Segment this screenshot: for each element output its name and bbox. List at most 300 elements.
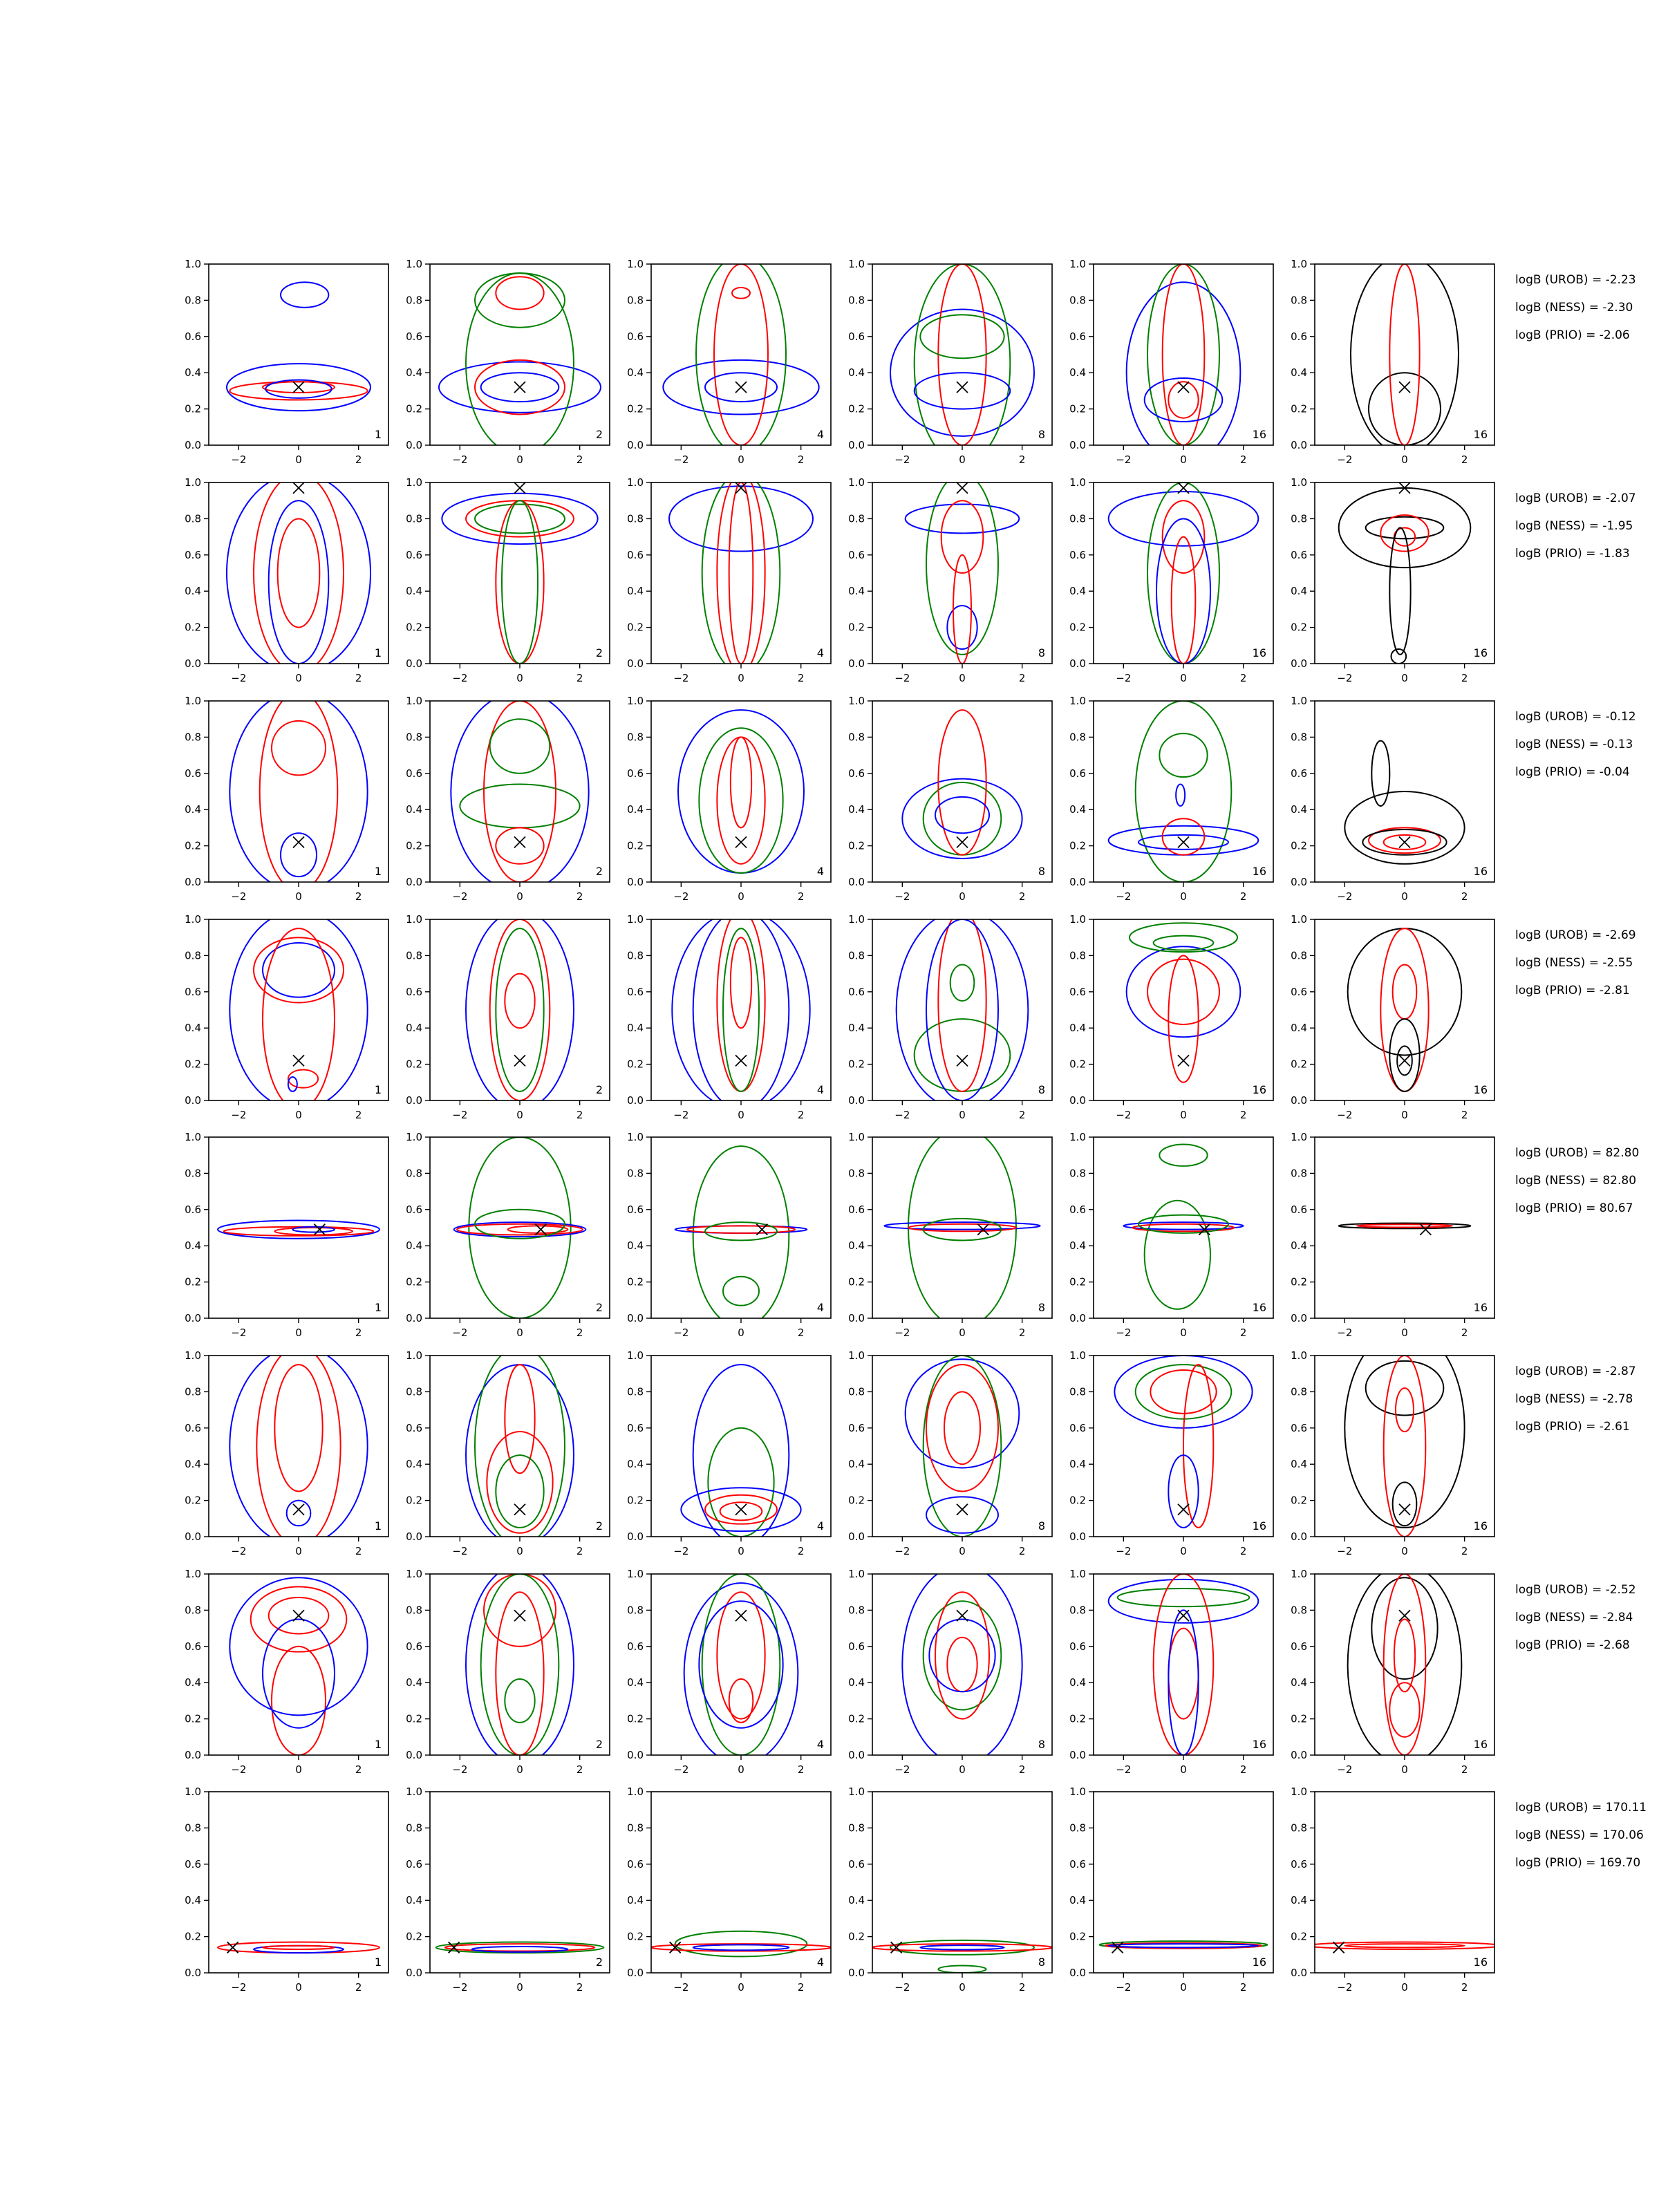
x-tick-label: 2 bbox=[1239, 1763, 1247, 1776]
y-tick-label: 0.4 bbox=[1291, 366, 1307, 379]
x-tick-label: −2 bbox=[452, 1327, 468, 1339]
y-tick-label: 0.8 bbox=[1069, 1604, 1086, 1617]
panel-r1-c4 bbox=[848, 258, 1052, 466]
y-tick-label: 1.0 bbox=[406, 1568, 422, 1580]
x-tick-label: −2 bbox=[1116, 1545, 1132, 1557]
x-tick-label: −2 bbox=[894, 453, 910, 466]
y-tick-label: 0.2 bbox=[1069, 1494, 1086, 1507]
y-tick-label: 0.4 bbox=[1069, 1458, 1086, 1471]
y-tick-label: 1.0 bbox=[848, 476, 865, 489]
x-tick-label: −2 bbox=[673, 672, 689, 684]
panel-r7-c5 bbox=[1069, 1568, 1273, 1776]
y-tick-label: 0.4 bbox=[1291, 585, 1307, 598]
panel-r1-c6 bbox=[1291, 255, 1494, 466]
panel-r2-c6 bbox=[1291, 476, 1494, 684]
y-tick-label: 0.2 bbox=[627, 839, 644, 852]
panel-count-label: 16 bbox=[1252, 428, 1266, 441]
y-tick-label: 0.0 bbox=[627, 1749, 644, 1761]
panel-r5-c2 bbox=[406, 1131, 610, 1339]
y-tick-label: 0.0 bbox=[1069, 439, 1086, 451]
y-tick-label: 0.4 bbox=[1291, 1458, 1307, 1471]
y-tick-label: 0.2 bbox=[1291, 1058, 1307, 1071]
panel-count-label: 8 bbox=[1038, 428, 1045, 441]
y-tick-label: 0.8 bbox=[627, 1167, 644, 1180]
y-tick-label: 0.2 bbox=[406, 839, 422, 852]
x-tick-label: 2 bbox=[1239, 1327, 1247, 1339]
x-tick-label: −2 bbox=[673, 1763, 689, 1776]
y-tick-label: 0.2 bbox=[627, 1058, 644, 1071]
x-tick-label: 0 bbox=[1401, 1763, 1408, 1776]
y-tick-label: 0.0 bbox=[1069, 1094, 1086, 1107]
y-tick-label: 0.4 bbox=[406, 803, 422, 816]
y-tick-label: 1.0 bbox=[185, 695, 201, 707]
x-tick-label: 2 bbox=[576, 453, 583, 466]
y-tick-label: 0.8 bbox=[848, 731, 865, 744]
x-tick-label: 2 bbox=[355, 1981, 362, 1994]
y-tick-label: 0.8 bbox=[406, 1167, 422, 1180]
panel-r6-c5 bbox=[1069, 1349, 1273, 1557]
y-tick-label: 0.6 bbox=[406, 330, 422, 343]
panel-count-label: 16 bbox=[1473, 1083, 1488, 1096]
x-tick-label: −2 bbox=[452, 453, 468, 466]
x-tick-label: 2 bbox=[1461, 1109, 1468, 1121]
y-tick-label: 1.0 bbox=[1291, 695, 1307, 707]
y-tick-label: 0.8 bbox=[406, 731, 422, 744]
y-tick-label: 0.0 bbox=[848, 1530, 865, 1543]
y-tick-label: 0.6 bbox=[627, 1640, 644, 1653]
y-tick-label: 1.0 bbox=[627, 913, 644, 926]
x-tick-label: 2 bbox=[1461, 1763, 1468, 1776]
logb-block-row-2 bbox=[1515, 491, 1636, 561]
y-tick-label: 0.2 bbox=[1069, 621, 1086, 634]
y-tick-label: 1.0 bbox=[848, 695, 865, 707]
y-tick-label: 0.2 bbox=[848, 1275, 865, 1288]
y-tick-label: 0.6 bbox=[627, 330, 644, 343]
y-tick-label: 0.0 bbox=[406, 1530, 422, 1543]
panel-r6-c4 bbox=[848, 1349, 1052, 1557]
panel-count-label: 8 bbox=[1038, 1738, 1045, 1751]
x-tick-label: 2 bbox=[797, 1763, 805, 1776]
logb-line: logB (NESS) = -2.78 bbox=[1515, 1392, 1633, 1406]
logb-line: logB (UROB) = 170.11 bbox=[1515, 1801, 1647, 1815]
y-tick-label: 0.6 bbox=[185, 1640, 201, 1653]
logb-line: logB (UROB) = -2.23 bbox=[1515, 273, 1636, 287]
y-tick-label: 0.4 bbox=[1069, 366, 1086, 379]
y-tick-label: 0.6 bbox=[1069, 767, 1086, 780]
panel-count-label: 16 bbox=[1473, 1956, 1488, 1969]
panel-count-label: 1 bbox=[374, 1738, 382, 1751]
logb-line: logB (UROB) = -0.12 bbox=[1515, 710, 1636, 724]
y-tick-label: 0.8 bbox=[627, 731, 644, 744]
y-tick-label: 0.2 bbox=[627, 1930, 644, 1943]
y-tick-label: 0.2 bbox=[406, 621, 422, 634]
panel-count-label: 8 bbox=[1038, 1519, 1045, 1533]
panel-count-label: 1 bbox=[374, 1956, 382, 1969]
x-tick-label: −2 bbox=[894, 1981, 910, 1994]
x-tick-label: 0 bbox=[1180, 1981, 1187, 1994]
panel-r5-c6 bbox=[1291, 1131, 1494, 1339]
y-tick-label: 0.6 bbox=[1291, 767, 1307, 780]
y-tick-label: 0.0 bbox=[406, 1967, 422, 1979]
y-tick-label: 1.0 bbox=[185, 1349, 201, 1362]
x-tick-label: −2 bbox=[673, 453, 689, 466]
x-tick-label: 2 bbox=[576, 1763, 583, 1776]
panel-r1-c1 bbox=[185, 258, 388, 466]
y-tick-label: 0.8 bbox=[1069, 512, 1086, 525]
y-tick-label: 0.6 bbox=[185, 1857, 201, 1871]
y-tick-label: 0.4 bbox=[185, 1676, 201, 1689]
y-tick-label: 0.8 bbox=[848, 1385, 865, 1398]
y-tick-label: 0.0 bbox=[1291, 439, 1307, 451]
y-tick-label: 0.4 bbox=[1069, 803, 1086, 816]
panel-r8-c2 bbox=[406, 1785, 610, 1994]
x-tick-label: 0 bbox=[959, 1545, 966, 1557]
y-tick-label: 0.8 bbox=[185, 512, 201, 525]
y-tick-label: 0.0 bbox=[1291, 1749, 1307, 1761]
y-tick-label: 0.4 bbox=[848, 1239, 865, 1253]
x-tick-label: 2 bbox=[576, 1545, 583, 1557]
x-tick-label: 0 bbox=[959, 1327, 966, 1339]
panel-background bbox=[1315, 482, 1494, 664]
y-tick-label: 0.8 bbox=[406, 512, 422, 525]
y-tick-label: 0.2 bbox=[406, 1275, 422, 1288]
panel-count-label: 16 bbox=[1473, 428, 1488, 441]
x-tick-label: 2 bbox=[1461, 890, 1468, 903]
logb-block-row-1 bbox=[1515, 273, 1636, 342]
y-tick-label: 0.0 bbox=[185, 439, 201, 451]
y-tick-label: 0.8 bbox=[627, 949, 644, 962]
y-tick-label: 0.6 bbox=[406, 985, 422, 998]
panel-count-label: 8 bbox=[1038, 646, 1045, 659]
y-tick-label: 0.2 bbox=[1291, 621, 1307, 634]
y-tick-label: 0.2 bbox=[406, 402, 422, 415]
x-tick-label: 2 bbox=[797, 453, 805, 466]
panel-background bbox=[651, 1137, 831, 1318]
panel-count-label: 4 bbox=[816, 1956, 824, 1969]
y-tick-label: 0.0 bbox=[848, 1967, 865, 1979]
panel-r5-c1 bbox=[185, 1131, 388, 1339]
logb-block-row-4 bbox=[1515, 928, 1636, 997]
x-tick-label: 0 bbox=[738, 1981, 744, 1994]
x-tick-label: 2 bbox=[576, 890, 583, 903]
y-tick-label: 0.6 bbox=[1069, 1640, 1086, 1653]
y-tick-label: 0.0 bbox=[406, 876, 422, 888]
logb-line: logB (NESS) = -2.30 bbox=[1515, 301, 1633, 315]
x-tick-label: −2 bbox=[673, 1981, 689, 1994]
y-tick-label: 0.6 bbox=[848, 1640, 865, 1653]
y-tick-label: 0.0 bbox=[185, 1967, 201, 1979]
panel-r6-c1 bbox=[185, 1347, 388, 1557]
y-tick-label: 0.2 bbox=[1069, 839, 1086, 852]
x-tick-label: 0 bbox=[1180, 672, 1187, 684]
y-tick-label: 0.6 bbox=[1291, 1203, 1307, 1216]
y-tick-label: 0.0 bbox=[1291, 1530, 1307, 1543]
y-tick-label: 0.0 bbox=[1291, 1312, 1307, 1324]
y-tick-label: 1.0 bbox=[185, 1785, 201, 1798]
x-tick-label: 2 bbox=[1461, 672, 1468, 684]
x-tick-label: 0 bbox=[1401, 672, 1408, 684]
y-tick-label: 0.6 bbox=[848, 548, 865, 561]
y-tick-label: 1.0 bbox=[1291, 1785, 1307, 1798]
x-tick-label: 2 bbox=[1239, 890, 1247, 903]
y-tick-label: 0.6 bbox=[185, 767, 201, 780]
x-tick-label: −2 bbox=[231, 1981, 247, 1994]
x-tick-label: 0 bbox=[738, 1545, 744, 1557]
panel-r2-c4 bbox=[848, 474, 1052, 684]
x-tick-label: 0 bbox=[738, 453, 744, 466]
panel-background bbox=[430, 264, 610, 445]
x-tick-label: 0 bbox=[1180, 1545, 1187, 1557]
y-tick-label: 0.0 bbox=[1069, 876, 1086, 888]
y-tick-label: 0.0 bbox=[848, 439, 865, 451]
y-tick-label: 0.6 bbox=[1291, 1421, 1307, 1434]
y-tick-label: 0.6 bbox=[1291, 548, 1307, 561]
y-tick-label: 0.8 bbox=[627, 1604, 644, 1617]
panel-background bbox=[651, 919, 831, 1100]
x-tick-label: −2 bbox=[1337, 890, 1353, 903]
y-tick-label: 0.4 bbox=[1291, 1894, 1307, 1907]
panel-r5-c3 bbox=[627, 1131, 831, 1339]
logb-line: logB (NESS) = -2.84 bbox=[1515, 1611, 1633, 1624]
panel-background bbox=[651, 482, 831, 664]
y-tick-label: 0.0 bbox=[627, 1094, 644, 1107]
y-tick-label: 0.0 bbox=[185, 1094, 201, 1107]
y-tick-label: 0.4 bbox=[185, 1239, 201, 1253]
x-tick-label: −2 bbox=[894, 1109, 910, 1121]
y-tick-label: 0.6 bbox=[627, 1421, 644, 1434]
y-tick-label: 0.8 bbox=[848, 512, 865, 525]
x-tick-label: −2 bbox=[894, 1545, 910, 1557]
y-tick-label: 1.0 bbox=[1069, 1131, 1086, 1143]
y-tick-label: 0.4 bbox=[848, 585, 865, 598]
logb-line: logB (PRIO) = -2.68 bbox=[1515, 1638, 1630, 1652]
y-tick-label: 0.8 bbox=[1069, 1167, 1086, 1180]
y-tick-label: 0.2 bbox=[1291, 1494, 1307, 1507]
y-tick-label: 0.0 bbox=[1069, 1967, 1086, 1979]
x-tick-label: 2 bbox=[576, 1109, 583, 1121]
x-tick-label: 0 bbox=[959, 1981, 966, 1994]
panel-background bbox=[430, 701, 610, 882]
x-tick-label: 0 bbox=[959, 890, 966, 903]
y-tick-label: 0.4 bbox=[406, 1894, 422, 1907]
logb-line: logB (UROB) = -2.52 bbox=[1515, 1583, 1636, 1597]
panel-count-label: 8 bbox=[1038, 1301, 1045, 1314]
y-tick-label: 0.4 bbox=[185, 366, 201, 379]
y-tick-label: 0.4 bbox=[1291, 1676, 1307, 1689]
x-tick-label: 0 bbox=[295, 1763, 302, 1776]
x-tick-label: −2 bbox=[1116, 890, 1132, 903]
y-tick-label: 0.8 bbox=[1291, 1385, 1307, 1398]
y-tick-label: 0.8 bbox=[848, 294, 865, 307]
panel-r6-c6 bbox=[1291, 1329, 1494, 1557]
y-tick-label: 0.8 bbox=[848, 949, 865, 962]
y-tick-label: 0.2 bbox=[1291, 1712, 1307, 1725]
y-tick-label: 0.0 bbox=[848, 876, 865, 888]
y-tick-label: 0.4 bbox=[627, 1239, 644, 1253]
y-tick-label: 0.6 bbox=[627, 985, 644, 998]
y-tick-label: 0.0 bbox=[1069, 1749, 1086, 1761]
panel-r3-c1 bbox=[185, 692, 388, 903]
panel-r4-c3 bbox=[627, 910, 831, 1121]
y-tick-label: 0.0 bbox=[185, 876, 201, 888]
y-tick-label: 0.8 bbox=[627, 512, 644, 525]
logb-line: logB (PRIO) = 169.70 bbox=[1515, 1856, 1641, 1870]
panel-r2-c2 bbox=[406, 476, 610, 684]
x-tick-label: 2 bbox=[576, 672, 583, 684]
panel-count-label: 16 bbox=[1252, 1738, 1266, 1751]
x-tick-label: −2 bbox=[1337, 453, 1353, 466]
x-tick-label: −2 bbox=[894, 1327, 910, 1339]
x-tick-label: −2 bbox=[673, 1109, 689, 1121]
y-tick-label: 0.4 bbox=[848, 803, 865, 816]
x-tick-label: 0 bbox=[738, 1327, 744, 1339]
panel-count-label: 1 bbox=[374, 1083, 382, 1096]
y-tick-label: 0.6 bbox=[406, 1203, 422, 1216]
panel-r7-c1 bbox=[185, 1568, 388, 1776]
panel-r3-c4 bbox=[848, 695, 1052, 903]
y-tick-label: 0.6 bbox=[848, 767, 865, 780]
y-tick-label: 0.8 bbox=[1069, 294, 1086, 307]
y-tick-label: 0.2 bbox=[848, 402, 865, 415]
y-tick-label: 0.0 bbox=[848, 1094, 865, 1107]
panel-count-label: 2 bbox=[595, 646, 603, 659]
y-tick-label: 0.6 bbox=[1291, 985, 1307, 998]
logb-line: logB (UROB) = -2.87 bbox=[1515, 1365, 1636, 1378]
y-tick-label: 1.0 bbox=[406, 476, 422, 489]
x-tick-label: 2 bbox=[1239, 453, 1247, 466]
y-tick-label: 1.0 bbox=[627, 258, 644, 270]
x-tick-label: 0 bbox=[516, 1327, 523, 1339]
logb-line: logB (NESS) = -0.13 bbox=[1515, 738, 1633, 751]
y-tick-label: 0.4 bbox=[848, 1676, 865, 1689]
y-tick-label: 1.0 bbox=[185, 1131, 201, 1143]
y-tick-label: 0.0 bbox=[1291, 657, 1307, 670]
y-tick-label: 0.6 bbox=[1069, 985, 1086, 998]
x-tick-label: 0 bbox=[295, 453, 302, 466]
panel-count-label: 16 bbox=[1473, 1519, 1488, 1533]
y-tick-label: 0.4 bbox=[848, 1458, 865, 1471]
y-tick-label: 0.6 bbox=[406, 767, 422, 780]
x-tick-label: 0 bbox=[1180, 1109, 1187, 1121]
panel-background bbox=[1315, 264, 1494, 445]
x-tick-label: 2 bbox=[1018, 453, 1026, 466]
y-tick-label: 0.4 bbox=[627, 366, 644, 379]
x-tick-label: 0 bbox=[738, 890, 744, 903]
y-tick-label: 0.8 bbox=[406, 1821, 422, 1835]
x-tick-label: −2 bbox=[1337, 672, 1353, 684]
y-tick-label: 1.0 bbox=[1069, 1349, 1086, 1362]
x-tick-label: 2 bbox=[355, 672, 362, 684]
y-tick-label: 0.4 bbox=[627, 1022, 644, 1035]
panel-count-label: 16 bbox=[1473, 865, 1488, 878]
y-tick-label: 1.0 bbox=[1069, 1785, 1086, 1798]
x-tick-label: 0 bbox=[295, 890, 302, 903]
panel-background bbox=[209, 264, 388, 445]
y-tick-label: 0.8 bbox=[185, 1167, 201, 1180]
x-tick-label: −2 bbox=[231, 1545, 247, 1557]
x-tick-label: 2 bbox=[1018, 1109, 1026, 1121]
y-tick-label: 0.8 bbox=[1291, 1167, 1307, 1180]
logb-block-row-5 bbox=[1515, 1146, 1639, 1215]
y-tick-label: 0.8 bbox=[1069, 1821, 1086, 1835]
y-tick-label: 0.2 bbox=[1291, 839, 1307, 852]
y-tick-label: 0.0 bbox=[627, 1530, 644, 1543]
y-tick-label: 0.6 bbox=[627, 548, 644, 561]
y-tick-label: 1.0 bbox=[185, 258, 201, 270]
panel-count-label: 16 bbox=[1252, 1519, 1266, 1533]
y-tick-label: 1.0 bbox=[1291, 1131, 1307, 1143]
panel-count-label: 16 bbox=[1473, 1738, 1488, 1751]
y-tick-label: 1.0 bbox=[406, 1785, 422, 1798]
panel-count-label: 2 bbox=[595, 1738, 603, 1751]
y-tick-label: 0.8 bbox=[627, 1385, 644, 1398]
panel-count-label: 1 bbox=[374, 646, 382, 659]
y-tick-label: 0.0 bbox=[185, 1530, 201, 1543]
x-tick-label: −2 bbox=[1337, 1109, 1353, 1121]
logb-line: logB (NESS) = 82.80 bbox=[1515, 1174, 1637, 1188]
y-tick-label: 1.0 bbox=[1291, 1349, 1307, 1362]
y-tick-label: 0.4 bbox=[185, 1022, 201, 1035]
y-tick-label: 0.0 bbox=[406, 1312, 422, 1324]
x-tick-label: −2 bbox=[452, 1981, 468, 1994]
y-tick-label: 0.6 bbox=[406, 1421, 422, 1434]
panel-background bbox=[1315, 1574, 1494, 1755]
x-tick-label: 2 bbox=[355, 1327, 362, 1339]
x-tick-label: −2 bbox=[1116, 672, 1132, 684]
y-tick-label: 1.0 bbox=[848, 258, 865, 270]
panel-background bbox=[430, 482, 610, 664]
y-tick-label: 0.2 bbox=[185, 621, 201, 634]
panel-count-label: 4 bbox=[816, 1738, 824, 1751]
y-tick-label: 0.2 bbox=[627, 1712, 644, 1725]
y-tick-label: 1.0 bbox=[406, 1131, 422, 1143]
x-tick-label: −2 bbox=[231, 1763, 247, 1776]
x-tick-label: −2 bbox=[673, 1545, 689, 1557]
y-tick-label: 1.0 bbox=[185, 913, 201, 926]
y-tick-label: 0.2 bbox=[1291, 1275, 1307, 1288]
y-tick-label: 1.0 bbox=[848, 1131, 865, 1143]
panel-count-label: 4 bbox=[816, 1301, 824, 1314]
y-tick-label: 0.0 bbox=[848, 1749, 865, 1761]
y-tick-label: 0.8 bbox=[627, 294, 644, 307]
panel-count-label: 2 bbox=[595, 1083, 603, 1096]
y-tick-label: 1.0 bbox=[1291, 258, 1307, 270]
x-tick-label: 0 bbox=[516, 672, 523, 684]
y-tick-label: 0.6 bbox=[1069, 1421, 1086, 1434]
x-tick-label: −2 bbox=[231, 672, 247, 684]
y-tick-label: 1.0 bbox=[1069, 258, 1086, 270]
y-tick-label: 0.4 bbox=[1069, 1239, 1086, 1253]
x-tick-label: 0 bbox=[738, 1109, 744, 1121]
y-tick-label: 0.2 bbox=[1069, 1930, 1086, 1943]
y-tick-label: 0.6 bbox=[848, 330, 865, 343]
y-tick-label: 1.0 bbox=[1069, 1568, 1086, 1580]
x-tick-label: 2 bbox=[1239, 1109, 1247, 1121]
panel-r2-c3 bbox=[627, 474, 831, 684]
panel-background bbox=[430, 1574, 610, 1755]
y-tick-label: 0.4 bbox=[406, 366, 422, 379]
panel-r8-c3 bbox=[627, 1785, 831, 1994]
y-tick-label: 0.4 bbox=[1069, 1022, 1086, 1035]
x-tick-label: 2 bbox=[797, 890, 805, 903]
y-tick-label: 0.2 bbox=[185, 1494, 201, 1507]
y-tick-label: 0.6 bbox=[1291, 1857, 1307, 1871]
panel-count-label: 8 bbox=[1038, 865, 1045, 878]
panel-r8-c6 bbox=[1291, 1785, 1501, 1994]
y-tick-label: 0.2 bbox=[1291, 402, 1307, 415]
y-tick-label: 0.6 bbox=[406, 548, 422, 561]
y-tick-label: 0.4 bbox=[185, 585, 201, 598]
